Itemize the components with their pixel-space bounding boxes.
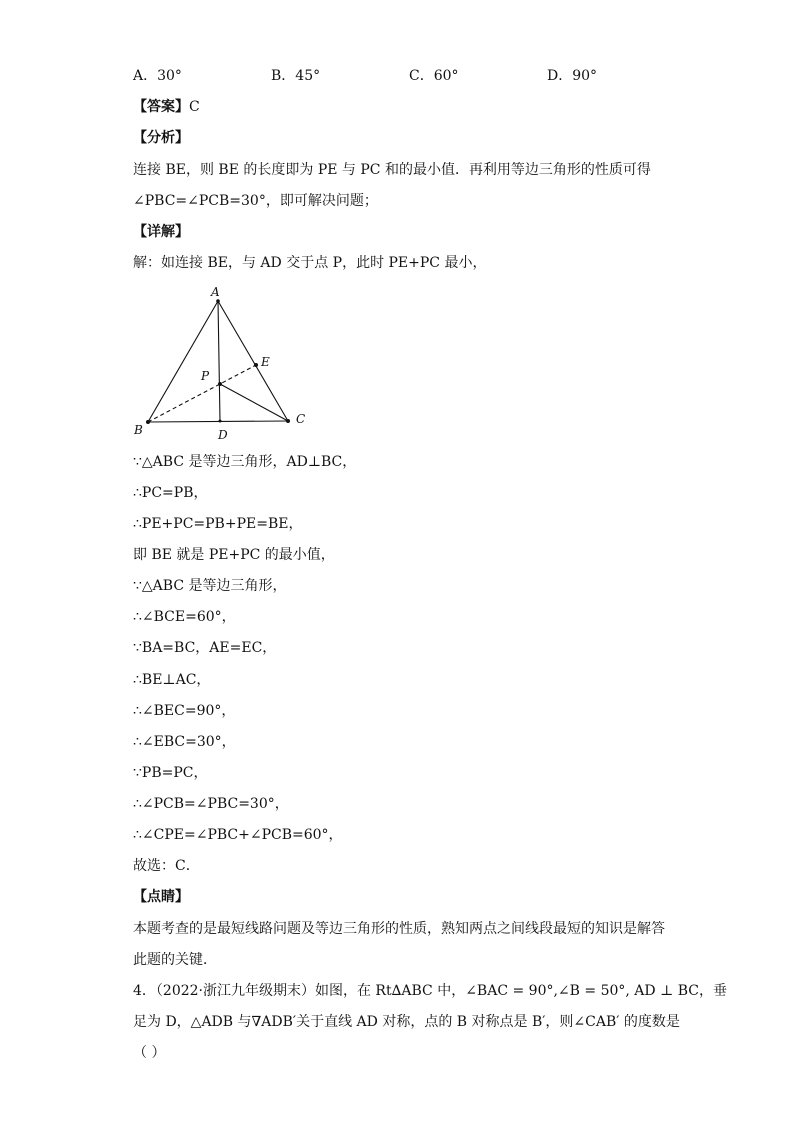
answer-value: C <box>189 99 200 115</box>
option-b: B．45° <box>271 68 321 84</box>
step-line: ∵BA=BC，AE=EC， <box>133 640 277 656</box>
detail-intro: 解：如连接 BE，与 AD 交于点 P，此时 PE+PC 最小， <box>133 255 487 271</box>
label-b: B <box>134 423 143 437</box>
step-line: ∵PB=PC， <box>133 765 208 781</box>
comment-heading: 【点睛】 <box>133 889 189 905</box>
step-line: ∴∠EBC=30°， <box>133 734 236 750</box>
point-a <box>216 299 220 303</box>
option-c: C．60° <box>409 68 459 84</box>
step-line: ∴BE⊥AC， <box>133 672 211 688</box>
option-d: D．90° <box>547 68 598 84</box>
step-line: ∵△ABC 是等边三角形，AD⊥BC， <box>133 454 357 470</box>
step-line: 故选：C． <box>133 858 200 874</box>
label-c: C <box>296 412 306 426</box>
segment-ab <box>148 301 218 422</box>
analysis-line: 连接 BE，则 BE 的长度即为 PE 与 PC 和的最小值．再利用等边三角形的性质可得 <box>133 162 651 178</box>
step-line: ∵△ABC 是等边三角形， <box>133 578 287 594</box>
label-p: P <box>201 369 210 383</box>
point-b <box>146 420 150 424</box>
answer-heading: 【答案】 <box>133 99 189 115</box>
point-c <box>286 419 290 423</box>
point-e <box>254 363 258 367</box>
comment-line: 本题考查的是最短线路问题及等边三角形的性质，熟知两点之间线段最短的知识是解答 <box>133 921 665 937</box>
answer-line <box>133 97 200 117</box>
comment-line: 此题的关键． <box>133 952 217 968</box>
segment-ac <box>218 301 288 421</box>
detail-heading: 【详解】 <box>133 224 189 240</box>
segment-bc <box>148 421 288 422</box>
step-line: ∴PC=PB， <box>133 485 208 501</box>
analysis-line: ∠PBC=∠PCB=30°，即可解决问题； <box>133 193 378 209</box>
segment-ad <box>218 301 220 421</box>
step-line: ∴PE+PC=PB+PE=BE， <box>133 516 303 532</box>
step-line: 即 BE 就是 PE+PC 的最小值， <box>133 547 335 563</box>
step-line: ∴∠CPE=∠PBC+∠PCB=60°， <box>133 827 343 843</box>
label-d: D <box>218 428 228 442</box>
question-line: 4．（2022·浙江九年级期末）如图，在 Rt∆ABC 中，∠BAC = 90°,∠B = 50°, AD ⊥ BC，垂 <box>133 983 727 999</box>
step-line: ∴∠BCE=60°， <box>133 609 236 625</box>
analysis-heading: 【分析】 <box>133 130 189 146</box>
question-line: 足为 D，△ADB 与∇ADB′关于直线 AD 对称，点的 B 对称点是 B′，则∠CAB′ 的度数是 <box>133 1014 680 1030</box>
point-d <box>219 420 222 423</box>
step-line: ∴∠BEC=90°， <box>133 703 236 719</box>
option-a: A．30° <box>133 68 182 84</box>
point-p <box>218 382 222 386</box>
label-e: E <box>261 355 270 369</box>
label-a: A <box>211 285 220 299</box>
triangle-figure <box>128 284 320 444</box>
step-line: ∴∠PCB=∠PBC=30°， <box>133 796 289 812</box>
question-line: （ ） <box>133 1045 166 1061</box>
